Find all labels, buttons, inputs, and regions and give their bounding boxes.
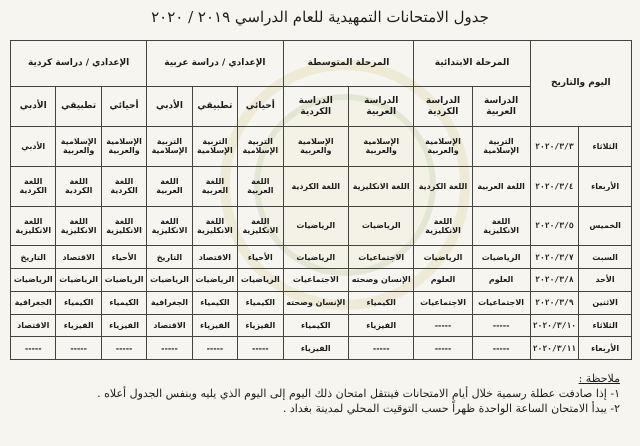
exam-schedule-table (10, 40, 632, 360)
subject-cell: اللغة العربية (192, 166, 237, 206)
subject-cell: الاقتصاد (147, 314, 192, 337)
subject-cell: ----- (238, 337, 283, 360)
subject-cell: التربية الإسلامية (472, 127, 530, 167)
subject-cell: الجغرافية (147, 291, 192, 314)
subject-cell: ----- (414, 314, 472, 337)
subject-cell: اللغة الانكليزية (238, 206, 283, 246)
date-cell: ٢٠٢٠/٣/٩ (530, 291, 579, 314)
date-cell: ٢٠٢٠/٣/٤ (530, 166, 579, 206)
subject-cell: اللغة الكردية (11, 166, 56, 206)
table-row (11, 127, 632, 167)
day-cell: الأربعاء (579, 166, 632, 206)
date-cell: ٢٠٢٠/٣/٥ (530, 206, 579, 246)
subject-cell: الأدبي (11, 127, 56, 167)
subject-cell: ----- (472, 337, 530, 360)
subject-cell: ----- (11, 337, 56, 360)
subject-cell: اللغة العربية (472, 166, 530, 206)
notes-section (40, 372, 620, 417)
subject-cell: الإسلامية والعربية (101, 127, 146, 167)
day-date-header: اليوم والتاريخ (530, 41, 631, 127)
subject-cell: اللغة العربية (147, 166, 192, 206)
table-row (11, 314, 632, 337)
subject-cell: اللغة الانكليزية (56, 206, 101, 246)
subject-cell: الرياضيات (101, 269, 146, 292)
subject-cell: التربية الإسلامية (238, 127, 283, 167)
subject-cell: ----- (147, 337, 192, 360)
note-line: ١- إذا صادفت عطلة رسمية خلال أيام الامتحانات فينتقل امتحان ذلك اليوم إلى اليوم الذي يليه وبنفس الجدول أعلاه . (97, 387, 620, 400)
subject-cell: اللغة الكردية (414, 166, 472, 206)
subject-cell: الكيمياء (238, 291, 283, 314)
group-header-prep-kurdish: الإعدادي / دراسة كردية (11, 41, 147, 87)
subject-cell: اللغة الانكليزية (348, 166, 413, 206)
date-cell: ٢٠٢٠/٣/٣ (530, 127, 579, 167)
subheader: تطبيقي (56, 87, 101, 127)
subject-cell: التربية الإسلامية (192, 127, 237, 167)
subject-cell: العلوم (472, 269, 530, 292)
subject-cell: ----- (348, 337, 413, 360)
page-title: جدول الامتحانات التمهيدية للعام الدراسي ٢٠١٩ / ٢٠٢٠ (151, 8, 489, 26)
subject-cell: الرياضيات (348, 206, 413, 246)
group-header-prep-arabic: الإعدادي / دراسة عربية (147, 41, 283, 87)
subject-cell: الرياضيات (283, 246, 348, 269)
subheader: تطبيقي (192, 87, 237, 127)
subject-cell: الفيزياء (348, 314, 413, 337)
subject-cell: ----- (192, 337, 237, 360)
subject-cell: الرياضيات (11, 269, 56, 292)
subject-cell: الاجتماعيات (283, 269, 348, 292)
subject-cell: اللغة الانكليزية (192, 206, 237, 246)
subject-cell: الاجتماعيات (472, 291, 530, 314)
subject-cell: التاريخ (11, 246, 56, 269)
subject-cell: الفيزياء (283, 337, 348, 360)
subject-cell: الرياضيات (192, 269, 237, 292)
subject-cell: الجغرافية (11, 291, 56, 314)
subject-cell: الاجتماعيات (414, 291, 472, 314)
day-cell: السبت (579, 246, 632, 269)
subject-cell: ----- (56, 337, 101, 360)
subject-cell: الأحياء (238, 246, 283, 269)
subject-cell: الإسلامية والعربية (283, 127, 348, 167)
subject-cell: اللغة الانكليزية (101, 206, 146, 246)
subject-cell: الرياضيات (283, 206, 348, 246)
date-cell: ٢٠٢٠/٣/١١ (530, 337, 579, 360)
subject-cell: الرياضيات (472, 246, 530, 269)
subject-cell: الاقتصاد (11, 314, 56, 337)
table-row (11, 166, 632, 206)
subject-cell: الاقتصاد (56, 246, 101, 269)
subject-cell: الإنسان وصحته (283, 291, 348, 314)
subject-cell: التاريخ (147, 246, 192, 269)
subject-cell: ----- (472, 314, 530, 337)
subject-cell: التربية الإسلامية (147, 127, 192, 167)
subject-cell: اللغة الانكليزية (11, 206, 56, 246)
subject-cell: الإنسان وصحته (348, 269, 413, 292)
subject-cell: اللغة العربية (238, 166, 283, 206)
subheader: الدراسة الكردية (283, 87, 348, 127)
subheader: أحيائي (238, 87, 283, 127)
subject-cell: الكيمياء (192, 291, 237, 314)
table-row (11, 246, 632, 269)
subheader: الأدبي (147, 87, 192, 127)
subject-cell: اللغة الكردية (56, 166, 101, 206)
subject-cell: ----- (414, 337, 472, 360)
note-line: ٢- يبدأ الامتحان الساعة الواحدة ظهراً حسب التوقيت المحلي لمدينة بغداد . (282, 402, 620, 415)
group-header-primary: المرحلة الابتدائية (414, 41, 530, 87)
notes-heading: ملاحظة : (578, 372, 620, 385)
subject-cell: الفيزياء (101, 314, 146, 337)
subject-cell: العلوم (414, 269, 472, 292)
subject-cell: اللغة الانكليزية (414, 206, 472, 246)
subheader: الدراسة العربية (348, 87, 413, 127)
subject-cell: ----- (101, 337, 146, 360)
subheader: أحيائي (101, 87, 146, 127)
subject-cell: الكيمياء (101, 291, 146, 314)
date-cell: ٢٠٢٠/٣/١٠ (530, 314, 579, 337)
table-row (11, 206, 632, 246)
subject-cell: الرياضيات (147, 269, 192, 292)
subject-cell: الإسلامية والعربية (56, 127, 101, 167)
subject-cell: الأحياء (101, 246, 146, 269)
subject-cell: الاقتصاد (192, 246, 237, 269)
subject-cell: الرياضيات (238, 269, 283, 292)
day-cell: الخميس (579, 206, 632, 246)
subject-cell: اللغة الكردية (101, 166, 146, 206)
subject-cell: الكيمياء (283, 314, 348, 337)
subject-cell: الإسلامية والعربية (414, 127, 472, 167)
subject-cell: الفيزياء (238, 314, 283, 337)
day-cell: الاثنين (579, 291, 632, 314)
day-cell: الأحد (579, 269, 632, 292)
subject-cell: الفيزياء (192, 314, 237, 337)
subject-cell: الإسلامية والعربية (348, 127, 413, 167)
day-cell: الأربعاء (579, 337, 632, 360)
table-row (11, 337, 632, 360)
day-cell: الثلاثاء (579, 314, 632, 337)
subject-cell: اللغة الانكليزية (147, 206, 192, 246)
subheader: الدراسة العربية (472, 87, 530, 127)
subject-cell: اللغة الكردية (283, 166, 348, 206)
subject-cell: الاجتماعيات (348, 246, 413, 269)
subheader: الدراسة الكردية (414, 87, 472, 127)
subject-cell: الكيمياء (348, 291, 413, 314)
date-cell: ٢٠٢٠/٣/٧ (530, 246, 579, 269)
table-row (11, 269, 632, 292)
group-header-intermediate: المرحلة المتوسطة (283, 41, 414, 87)
subheader: الأدبي (11, 87, 56, 127)
subject-cell: الرياضيات (56, 269, 101, 292)
day-cell: الثلاثاء (579, 127, 632, 167)
subject-cell: الرياضيات (414, 246, 472, 269)
subject-cell: الكيمياء (56, 291, 101, 314)
subject-cell: اللغة الانكليزية (472, 206, 530, 246)
date-cell: ٢٠٢٠/٣/٨ (530, 269, 579, 292)
table-row (11, 291, 632, 314)
subject-cell: الفيزياء (56, 314, 101, 337)
